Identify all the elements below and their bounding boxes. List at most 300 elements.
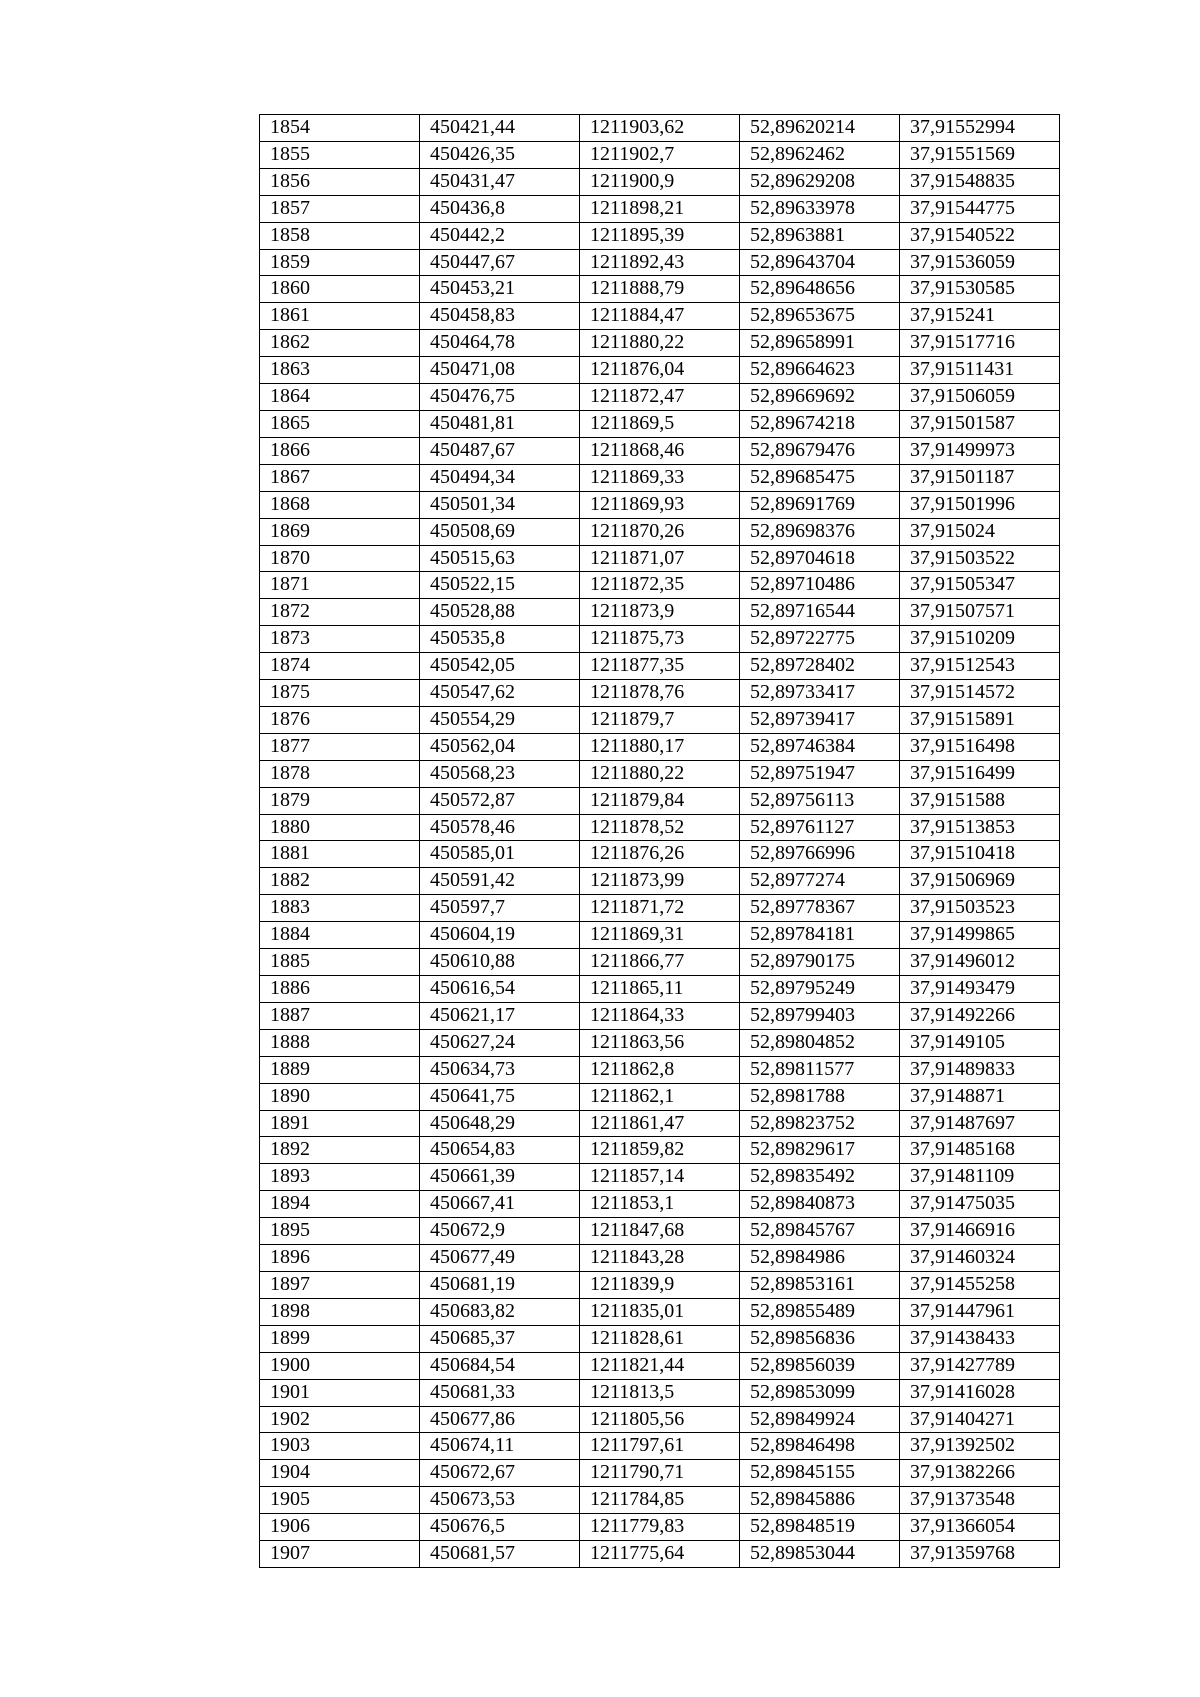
longitude-cell: 37,91548835: [900, 168, 1060, 195]
longitude-cell: 37,91505347: [900, 572, 1060, 599]
longitude-cell: 37,91373548: [900, 1487, 1060, 1514]
point-number-cell: 1884: [260, 922, 420, 949]
table-row: [260, 1110, 1060, 1137]
latitude-cell: 52,89669692: [740, 384, 900, 411]
table-row: [260, 1218, 1060, 1245]
x-coordinate-cell: 450547,62: [420, 680, 580, 707]
y-coordinate-cell: 1211869,93: [580, 491, 740, 518]
longitude-cell: 37,9151588: [900, 787, 1060, 814]
y-coordinate-cell: 1211902,7: [580, 141, 740, 168]
longitude-cell: 37,91499865: [900, 922, 1060, 949]
point-number-cell: 1870: [260, 545, 420, 572]
x-coordinate-cell: 450458,83: [420, 303, 580, 330]
y-coordinate-cell: 1211775,64: [580, 1541, 740, 1568]
y-coordinate-cell: 1211870,26: [580, 518, 740, 545]
x-coordinate-cell: 450568,23: [420, 760, 580, 787]
table-row: [260, 330, 1060, 357]
point-number-cell: 1869: [260, 518, 420, 545]
y-coordinate-cell: 1211895,39: [580, 222, 740, 249]
y-coordinate-cell: 1211880,22: [580, 760, 740, 787]
coordinates-table: [259, 114, 1060, 1568]
x-coordinate-cell: 450681,19: [420, 1271, 580, 1298]
y-coordinate-cell: 1211876,26: [580, 841, 740, 868]
table-row: [260, 706, 1060, 733]
point-number-cell: 1866: [260, 437, 420, 464]
y-coordinate-cell: 1211872,35: [580, 572, 740, 599]
latitude-cell: 52,89691769: [740, 491, 900, 518]
longitude-cell: 37,91503523: [900, 895, 1060, 922]
y-coordinate-cell: 1211843,28: [580, 1245, 740, 1272]
latitude-cell: 52,89728402: [740, 653, 900, 680]
latitude-cell: 52,89674218: [740, 410, 900, 437]
latitude-cell: 52,8984986: [740, 1245, 900, 1272]
table-row: [260, 464, 1060, 491]
point-number-cell: 1885: [260, 949, 420, 976]
point-number-cell: 1872: [260, 599, 420, 626]
latitude-cell: 52,89784181: [740, 922, 900, 949]
point-number-cell: 1856: [260, 168, 420, 195]
x-coordinate-cell: 450542,05: [420, 653, 580, 680]
y-coordinate-cell: 1211892,43: [580, 249, 740, 276]
latitude-cell: 52,8981788: [740, 1083, 900, 1110]
table-row: [260, 545, 1060, 572]
x-coordinate-cell: 450585,01: [420, 841, 580, 868]
y-coordinate-cell: 1211869,5: [580, 410, 740, 437]
table-row: [260, 276, 1060, 303]
y-coordinate-cell: 1211875,73: [580, 626, 740, 653]
x-coordinate-cell: 450610,88: [420, 949, 580, 976]
table-row: [260, 680, 1060, 707]
latitude-cell: 52,89845767: [740, 1218, 900, 1245]
table-row: [260, 1541, 1060, 1568]
longitude-cell: 37,915024: [900, 518, 1060, 545]
table-row: [260, 1352, 1060, 1379]
x-coordinate-cell: 450487,67: [420, 437, 580, 464]
latitude-cell: 52,89653675: [740, 303, 900, 330]
longitude-cell: 37,91510209: [900, 626, 1060, 653]
longitude-cell: 37,91530585: [900, 276, 1060, 303]
table-row: [260, 895, 1060, 922]
table-row: [260, 1245, 1060, 1272]
latitude-cell: 52,89853161: [740, 1271, 900, 1298]
longitude-cell: 37,91366054: [900, 1514, 1060, 1541]
y-coordinate-cell: 1211873,9: [580, 599, 740, 626]
y-coordinate-cell: 1211869,33: [580, 464, 740, 491]
point-number-cell: 1880: [260, 814, 420, 841]
x-coordinate-cell: 450661,39: [420, 1164, 580, 1191]
y-coordinate-cell: 1211857,14: [580, 1164, 740, 1191]
latitude-cell: 52,89658991: [740, 330, 900, 357]
point-number-cell: 1861: [260, 303, 420, 330]
y-coordinate-cell: 1211871,07: [580, 545, 740, 572]
y-coordinate-cell: 1211828,61: [580, 1325, 740, 1352]
table-row: [260, 1083, 1060, 1110]
x-coordinate-cell: 450481,81: [420, 410, 580, 437]
latitude-cell: 52,89698376: [740, 518, 900, 545]
y-coordinate-cell: 1211880,22: [580, 330, 740, 357]
point-number-cell: 1886: [260, 976, 420, 1003]
table-row: [260, 1433, 1060, 1460]
x-coordinate-cell: 450616,54: [420, 976, 580, 1003]
y-coordinate-cell: 1211872,47: [580, 384, 740, 411]
table-row: [260, 599, 1060, 626]
table-row: [260, 518, 1060, 545]
latitude-cell: 52,8963881: [740, 222, 900, 249]
point-number-cell: 1907: [260, 1541, 420, 1568]
latitude-cell: 52,89845886: [740, 1487, 900, 1514]
latitude-cell: 52,89733417: [740, 680, 900, 707]
y-coordinate-cell: 1211879,84: [580, 787, 740, 814]
y-coordinate-cell: 1211864,33: [580, 1002, 740, 1029]
x-coordinate-cell: 450674,11: [420, 1433, 580, 1460]
latitude-cell: 52,89804852: [740, 1029, 900, 1056]
y-coordinate-cell: 1211878,76: [580, 680, 740, 707]
table-row: [260, 1460, 1060, 1487]
point-number-cell: 1898: [260, 1298, 420, 1325]
table-row: [260, 1487, 1060, 1514]
x-coordinate-cell: 450672,67: [420, 1460, 580, 1487]
latitude-cell: 52,89746384: [740, 733, 900, 760]
x-coordinate-cell: 450641,75: [420, 1083, 580, 1110]
point-number-cell: 1897: [260, 1271, 420, 1298]
y-coordinate-cell: 1211877,35: [580, 653, 740, 680]
longitude-cell: 37,91510418: [900, 841, 1060, 868]
point-number-cell: 1894: [260, 1191, 420, 1218]
table-row: [260, 141, 1060, 168]
table-row: [260, 410, 1060, 437]
longitude-cell: 37,91540522: [900, 222, 1060, 249]
latitude-cell: 52,89710486: [740, 572, 900, 599]
longitude-cell: 37,91481109: [900, 1164, 1060, 1191]
point-number-cell: 1895: [260, 1218, 420, 1245]
latitude-cell: 52,8962462: [740, 141, 900, 168]
longitude-cell: 37,91544775: [900, 195, 1060, 222]
table-row: [260, 249, 1060, 276]
table-row: [260, 1514, 1060, 1541]
longitude-cell: 37,91455258: [900, 1271, 1060, 1298]
point-number-cell: 1878: [260, 760, 420, 787]
longitude-cell: 37,91438433: [900, 1325, 1060, 1352]
x-coordinate-cell: 450528,88: [420, 599, 580, 626]
table-row: [260, 1137, 1060, 1164]
point-number-cell: 1882: [260, 868, 420, 895]
x-coordinate-cell: 450431,47: [420, 168, 580, 195]
longitude-cell: 37,91515891: [900, 706, 1060, 733]
longitude-cell: 37,91503522: [900, 545, 1060, 572]
latitude-cell: 52,89849924: [740, 1406, 900, 1433]
y-coordinate-cell: 1211847,68: [580, 1218, 740, 1245]
latitude-cell: 52,89823752: [740, 1110, 900, 1137]
longitude-cell: 37,91392502: [900, 1433, 1060, 1460]
table-row: [260, 760, 1060, 787]
latitude-cell: 52,89848519: [740, 1514, 900, 1541]
longitude-cell: 37,91501996: [900, 491, 1060, 518]
latitude-cell: 52,8977274: [740, 868, 900, 895]
point-number-cell: 1854: [260, 115, 420, 142]
longitude-cell: 37,91507571: [900, 599, 1060, 626]
longitude-cell: 37,91501587: [900, 410, 1060, 437]
point-number-cell: 1905: [260, 1487, 420, 1514]
point-number-cell: 1862: [260, 330, 420, 357]
latitude-cell: 52,89845155: [740, 1460, 900, 1487]
y-coordinate-cell: 1211835,01: [580, 1298, 740, 1325]
y-coordinate-cell: 1211884,47: [580, 303, 740, 330]
x-coordinate-cell: 450522,15: [420, 572, 580, 599]
latitude-cell: 52,89846498: [740, 1433, 900, 1460]
point-number-cell: 1891: [260, 1110, 420, 1137]
longitude-cell: 37,91487697: [900, 1110, 1060, 1137]
x-coordinate-cell: 450684,54: [420, 1352, 580, 1379]
point-number-cell: 1900: [260, 1352, 420, 1379]
longitude-cell: 37,91496012: [900, 949, 1060, 976]
point-number-cell: 1864: [260, 384, 420, 411]
longitude-cell: 37,91404271: [900, 1406, 1060, 1433]
y-coordinate-cell: 1211873,99: [580, 868, 740, 895]
table-row: [260, 1056, 1060, 1083]
point-number-cell: 1881: [260, 841, 420, 868]
y-coordinate-cell: 1211862,1: [580, 1083, 740, 1110]
latitude-cell: 52,89766996: [740, 841, 900, 868]
table-row: [260, 1164, 1060, 1191]
longitude-cell: 37,91551569: [900, 141, 1060, 168]
x-coordinate-cell: 450667,41: [420, 1191, 580, 1218]
x-coordinate-cell: 450681,57: [420, 1541, 580, 1568]
longitude-cell: 37,91506969: [900, 868, 1060, 895]
table-row: [260, 922, 1060, 949]
point-number-cell: 1887: [260, 1002, 420, 1029]
longitude-cell: 37,91359768: [900, 1541, 1060, 1568]
y-coordinate-cell: 1211879,7: [580, 706, 740, 733]
y-coordinate-cell: 1211839,9: [580, 1271, 740, 1298]
longitude-cell: 37,91514572: [900, 680, 1060, 707]
table-row: [260, 1298, 1060, 1325]
latitude-cell: 52,89855489: [740, 1298, 900, 1325]
x-coordinate-cell: 450476,75: [420, 384, 580, 411]
longitude-cell: 37,91493479: [900, 976, 1060, 1003]
point-number-cell: 1892: [260, 1137, 420, 1164]
longitude-cell: 37,91536059: [900, 249, 1060, 276]
x-coordinate-cell: 450604,19: [420, 922, 580, 949]
x-coordinate-cell: 450572,87: [420, 787, 580, 814]
latitude-cell: 52,89799403: [740, 1002, 900, 1029]
longitude-cell: 37,91475035: [900, 1191, 1060, 1218]
longitude-cell: 37,91552994: [900, 115, 1060, 142]
x-coordinate-cell: 450421,44: [420, 115, 580, 142]
x-coordinate-cell: 450681,33: [420, 1379, 580, 1406]
y-coordinate-cell: 1211869,31: [580, 922, 740, 949]
point-number-cell: 1883: [260, 895, 420, 922]
longitude-cell: 37,91501187: [900, 464, 1060, 491]
longitude-cell: 37,91466916: [900, 1218, 1060, 1245]
latitude-cell: 52,89664623: [740, 357, 900, 384]
x-coordinate-cell: 450471,08: [420, 357, 580, 384]
y-coordinate-cell: 1211871,72: [580, 895, 740, 922]
x-coordinate-cell: 450453,21: [420, 276, 580, 303]
latitude-cell: 52,89722775: [740, 626, 900, 653]
y-coordinate-cell: 1211853,1: [580, 1191, 740, 1218]
latitude-cell: 52,89679476: [740, 437, 900, 464]
latitude-cell: 52,89795249: [740, 976, 900, 1003]
point-number-cell: 1875: [260, 680, 420, 707]
point-number-cell: 1865: [260, 410, 420, 437]
latitude-cell: 52,89629208: [740, 168, 900, 195]
table-row: [260, 437, 1060, 464]
point-number-cell: 1860: [260, 276, 420, 303]
y-coordinate-cell: 1211903,62: [580, 115, 740, 142]
table-row: [260, 303, 1060, 330]
x-coordinate-cell: 450578,46: [420, 814, 580, 841]
x-coordinate-cell: 450654,83: [420, 1137, 580, 1164]
latitude-cell: 52,89853099: [740, 1379, 900, 1406]
y-coordinate-cell: 1211876,04: [580, 357, 740, 384]
x-coordinate-cell: 450554,29: [420, 706, 580, 733]
table-row: [260, 814, 1060, 841]
point-number-cell: 1903: [260, 1433, 420, 1460]
y-coordinate-cell: 1211784,85: [580, 1487, 740, 1514]
latitude-cell: 52,89620214: [740, 115, 900, 142]
longitude-cell: 37,91517716: [900, 330, 1060, 357]
x-coordinate-cell: 450436,8: [420, 195, 580, 222]
x-coordinate-cell: 450627,24: [420, 1029, 580, 1056]
latitude-cell: 52,89790175: [740, 949, 900, 976]
y-coordinate-cell: 1211866,77: [580, 949, 740, 976]
point-number-cell: 1868: [260, 491, 420, 518]
longitude-cell: 37,91416028: [900, 1379, 1060, 1406]
x-coordinate-cell: 450562,04: [420, 733, 580, 760]
x-coordinate-cell: 450648,29: [420, 1110, 580, 1137]
table-row: [260, 733, 1060, 760]
point-number-cell: 1901: [260, 1379, 420, 1406]
point-number-cell: 1879: [260, 787, 420, 814]
y-coordinate-cell: 1211813,5: [580, 1379, 740, 1406]
point-number-cell: 1890: [260, 1083, 420, 1110]
table-row: [260, 1406, 1060, 1433]
latitude-cell: 52,89633978: [740, 195, 900, 222]
latitude-cell: 52,89761127: [740, 814, 900, 841]
table-row: [260, 949, 1060, 976]
x-coordinate-cell: 450621,17: [420, 1002, 580, 1029]
table-row: [260, 222, 1060, 249]
y-coordinate-cell: 1211805,56: [580, 1406, 740, 1433]
y-coordinate-cell: 1211861,47: [580, 1110, 740, 1137]
y-coordinate-cell: 1211898,21: [580, 195, 740, 222]
point-number-cell: 1902: [260, 1406, 420, 1433]
longitude-cell: 37,91492266: [900, 1002, 1060, 1029]
latitude-cell: 52,89739417: [740, 706, 900, 733]
point-number-cell: 1888: [260, 1029, 420, 1056]
longitude-cell: 37,91506059: [900, 384, 1060, 411]
table-row: [260, 626, 1060, 653]
table-row: [260, 1325, 1060, 1352]
y-coordinate-cell: 1211821,44: [580, 1352, 740, 1379]
x-coordinate-cell: 450447,67: [420, 249, 580, 276]
table-row: [260, 1191, 1060, 1218]
point-number-cell: 1863: [260, 357, 420, 384]
latitude-cell: 52,89716544: [740, 599, 900, 626]
y-coordinate-cell: 1211878,52: [580, 814, 740, 841]
latitude-cell: 52,89756113: [740, 787, 900, 814]
longitude-cell: 37,91447961: [900, 1298, 1060, 1325]
y-coordinate-cell: 1211888,79: [580, 276, 740, 303]
table-row: [260, 572, 1060, 599]
latitude-cell: 52,89704618: [740, 545, 900, 572]
point-number-cell: 1904: [260, 1460, 420, 1487]
longitude-cell: 37,915241: [900, 303, 1060, 330]
point-number-cell: 1877: [260, 733, 420, 760]
longitude-cell: 37,91512543: [900, 653, 1060, 680]
longitude-cell: 37,91460324: [900, 1245, 1060, 1272]
y-coordinate-cell: 1211790,71: [580, 1460, 740, 1487]
longitude-cell: 37,91382266: [900, 1460, 1060, 1487]
latitude-cell: 52,89829617: [740, 1137, 900, 1164]
table-row: [260, 1271, 1060, 1298]
y-coordinate-cell: 1211863,56: [580, 1029, 740, 1056]
y-coordinate-cell: 1211900,9: [580, 168, 740, 195]
x-coordinate-cell: 450501,34: [420, 491, 580, 518]
point-number-cell: 1906: [260, 1514, 420, 1541]
table-row: [260, 1002, 1060, 1029]
table-row: [260, 868, 1060, 895]
longitude-cell: 37,91489833: [900, 1056, 1060, 1083]
latitude-cell: 52,89648656: [740, 276, 900, 303]
x-coordinate-cell: 450683,82: [420, 1298, 580, 1325]
longitude-cell: 37,9149105: [900, 1029, 1060, 1056]
x-coordinate-cell: 450672,9: [420, 1218, 580, 1245]
x-coordinate-cell: 450673,53: [420, 1487, 580, 1514]
longitude-cell: 37,91513853: [900, 814, 1060, 841]
x-coordinate-cell: 450494,34: [420, 464, 580, 491]
table-row: [260, 1029, 1060, 1056]
latitude-cell: 52,89853044: [740, 1541, 900, 1568]
latitude-cell: 52,89840873: [740, 1191, 900, 1218]
y-coordinate-cell: 1211880,17: [580, 733, 740, 760]
x-coordinate-cell: 450535,8: [420, 626, 580, 653]
point-number-cell: 1876: [260, 706, 420, 733]
x-coordinate-cell: 450508,69: [420, 518, 580, 545]
point-number-cell: 1893: [260, 1164, 420, 1191]
y-coordinate-cell: 1211779,83: [580, 1514, 740, 1541]
longitude-cell: 37,91427789: [900, 1352, 1060, 1379]
longitude-cell: 37,91511431: [900, 357, 1060, 384]
coordinates-table-body: [260, 115, 1060, 1568]
point-number-cell: 1857: [260, 195, 420, 222]
x-coordinate-cell: 450591,42: [420, 868, 580, 895]
latitude-cell: 52,89835492: [740, 1164, 900, 1191]
point-number-cell: 1873: [260, 626, 420, 653]
latitude-cell: 52,89685475: [740, 464, 900, 491]
point-number-cell: 1855: [260, 141, 420, 168]
y-coordinate-cell: 1211859,82: [580, 1137, 740, 1164]
y-coordinate-cell: 1211797,61: [580, 1433, 740, 1460]
table-row: [260, 653, 1060, 680]
point-number-cell: 1896: [260, 1245, 420, 1272]
table-row: [260, 491, 1060, 518]
table-row: [260, 357, 1060, 384]
x-coordinate-cell: 450685,37: [420, 1325, 580, 1352]
latitude-cell: 52,89811577: [740, 1056, 900, 1083]
latitude-cell: 52,89856039: [740, 1352, 900, 1379]
table-row: [260, 168, 1060, 195]
y-coordinate-cell: 1211865,11: [580, 976, 740, 1003]
point-number-cell: 1867: [260, 464, 420, 491]
x-coordinate-cell: 450515,63: [420, 545, 580, 572]
table-row: [260, 195, 1060, 222]
x-coordinate-cell: 450597,7: [420, 895, 580, 922]
point-number-cell: 1874: [260, 653, 420, 680]
x-coordinate-cell: 450464,78: [420, 330, 580, 357]
longitude-cell: 37,91516499: [900, 760, 1060, 787]
table-row: [260, 841, 1060, 868]
